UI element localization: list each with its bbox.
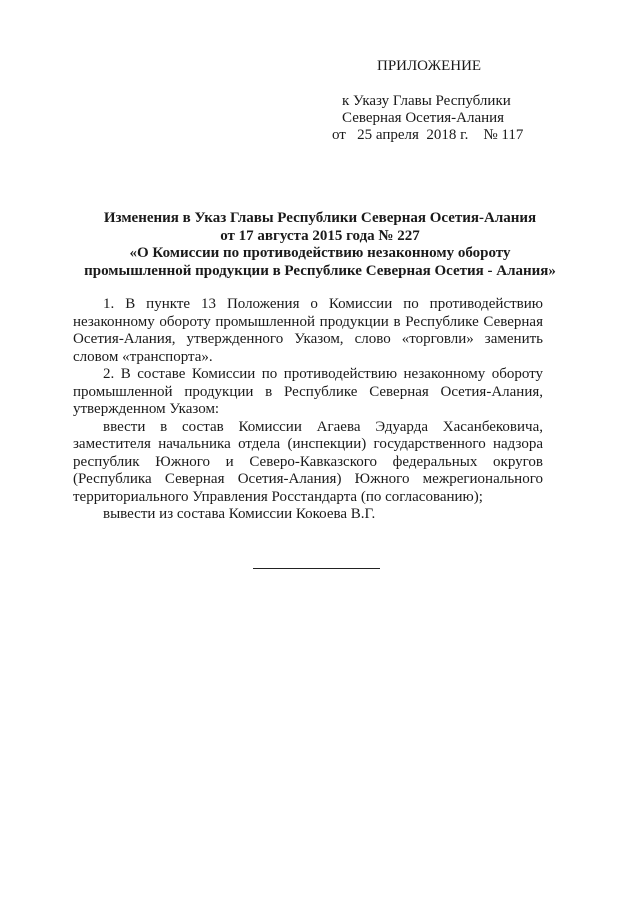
appendix-label: ПРИЛОЖЕНИЕ: [377, 58, 482, 74]
decree-reference: [332, 93, 523, 144]
decree-reference-line2: Северная Осетия-Алания: [342, 110, 505, 126]
title-line-3: «О Комиссии по противодействию незаконному обороту: [129, 245, 511, 261]
decree-reference-line1: к Указу Главы Республики: [342, 93, 511, 109]
closing-divider-line: [253, 568, 380, 569]
paragraph-4: вывести из состава Комиссии Кокоева В.Г.: [103, 506, 376, 522]
decree-reference-date-number: от 25 апреля 2018 г. № 117: [332, 127, 524, 143]
paragraph-3: ввести в состав Комиссии Агаева Эдуарда Хасанбековича, заместителя начальника отдела (инспекции) государственного надзора республик Южного и Северо-Кавказского федеральных округов (Республика Северная Осетия-Алания) Южного межрегионального территориального Управления Росстандарта (по согласованию);: [73, 418, 543, 505]
paragraph-1: 1. В пункте 13 Положения о Комиссии по противодействию незаконному обороту промышленной продукции в Республике Северная Осетия-Алания, утвержденного Указом, слово «торговли» заменить словом «транспорта».: [73, 296, 543, 365]
document-title: [60, 210, 580, 280]
paragraph-2: 2. В составе Комиссии по противодействию незаконному обороту промышленной продукции в Республике Северная Осетия-Алания, утвержденном Указом:: [73, 366, 543, 417]
title-line-2: от 17 августа 2015 года № 227: [220, 227, 420, 244]
title-line-4: промышленной продукции в Республике Северная Осетия - Алания»: [84, 262, 556, 279]
document-body: [73, 296, 543, 524]
title-line-1: Изменения в Указ Главы Республики Северная Осетия-Алания: [103, 210, 537, 226]
